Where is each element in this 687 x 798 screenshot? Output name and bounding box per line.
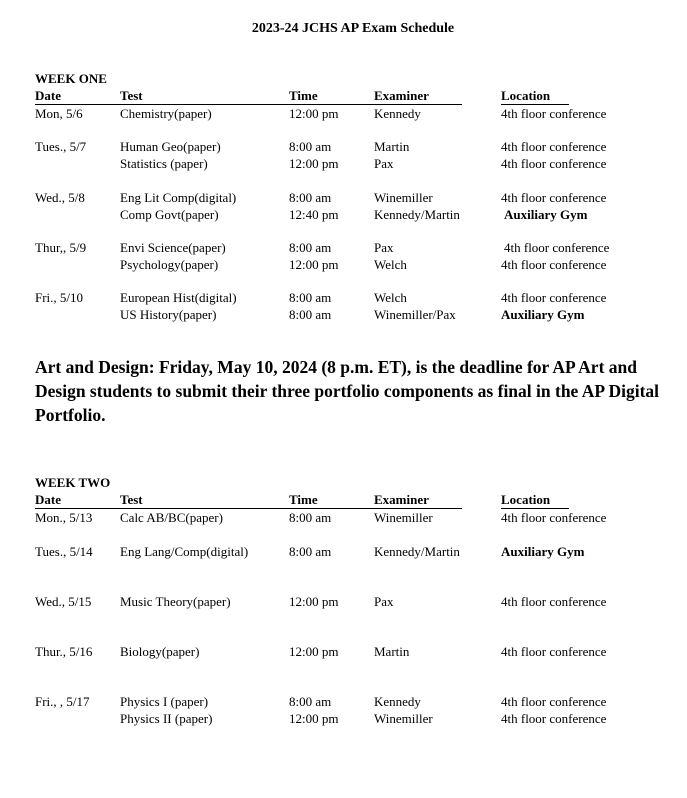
week-two-examiner: Kennedy [374,694,421,709]
week-two-time: 8:00 am [289,694,332,709]
page-title: 2023-24 JCHS AP Exam Schedule [251,21,455,36]
week-one-date: Wed., 5/8 [35,190,85,205]
week-one-test: Envi Science(paper) [120,240,226,255]
header-time: Time [289,492,318,507]
week-one-time: 8:00 am [289,190,332,205]
week-two-examiner: Martin [374,644,410,659]
week-two-test: Eng Lang/Comp(digital) [120,544,249,559]
week-one-test: Eng Lit Comp(digital) [120,190,237,205]
week-one-time: 8:00 am [289,139,332,154]
header-date: Date [35,88,61,103]
week-two-examiner: Winemiller [374,711,433,726]
header-examiner: Examiner [374,88,429,103]
week-one-examiner: Winemiller/Pax [374,307,456,322]
week-two-examiner: Kennedy/Martin [374,544,460,559]
week-two-location: 4th floor conference [501,594,607,609]
week-two-time: 12:00 pm [289,711,339,726]
week-one-date: Fri., 5/10 [35,290,84,305]
week-two-location: 4th floor conference [501,644,607,659]
week-two-date: Mon., 5/13 [35,510,93,525]
week-one-time: 8:00 am [289,240,332,255]
week-one-label: WEEK ONE [35,71,107,86]
week-two-test: Music Theory(paper) [120,594,231,609]
week-one-test: Statistics (paper) [120,156,208,171]
week-one-location: 4th floor conference [501,257,607,272]
header-examiner: Examiner [374,492,429,507]
week-one-examiner: Pax [374,156,394,171]
week-two-test: Physics I (paper) [120,694,209,709]
week-one-time: 12:00 pm [289,156,339,171]
week-one-examiner: Welch [374,290,407,305]
week-one-location: 4th floor conference [501,156,607,171]
week-one-date: Thur,, 5/9 [35,240,87,255]
week-one-examiner: Pax [374,240,394,255]
week-one-examiner: Martin [374,139,410,154]
week-one-examiner: Kennedy/Martin [374,207,460,222]
header-test: Test [120,88,143,103]
week-two-location: 4th floor conference [501,711,607,726]
header-location: Location [501,88,551,103]
week-one-time: 12:40 pm [289,207,339,222]
week-two-location: 4th floor conference [501,694,607,709]
week-two-examiner: Winemiller [374,510,433,525]
week-two-date: Thur., 5/16 [35,644,93,659]
week-one-examiner: Kennedy [374,106,421,121]
week-one-test: Comp Govt(paper) [120,207,219,222]
week-one-location: 4th floor conference [504,240,610,255]
week-one-test: US History(paper) [120,307,217,322]
week-two-examiner: Pax [374,594,394,609]
week-one-location: Auxiliary Gym [501,307,585,322]
header-time: Time [289,88,318,103]
week-two-location: 4th floor conference [501,510,607,525]
week-one-time: 8:00 am [289,290,332,305]
week-two-time: 8:00 am [289,544,332,559]
week-two-date: Wed., 5/15 [35,594,92,609]
week-one-test: European Hist(digital) [120,290,237,305]
week-one-location: Auxiliary Gym [504,207,588,222]
header-test: Test [120,492,143,507]
week-one-location: 4th floor conference [501,106,607,121]
week-two-time: 8:00 am [289,510,332,525]
week-two-location: Auxiliary Gym [501,544,585,559]
week-one-time: 8:00 am [289,307,332,322]
week-one-test: Human Geo(paper) [120,139,221,154]
week-one-examiner: Welch [374,257,407,272]
week-two-test: Calc AB/BC(paper) [120,510,223,525]
week-one-examiner: Winemiller [374,190,433,205]
week-one-location: 4th floor conference [501,290,607,305]
week-two-test: Physics II (paper) [120,711,213,726]
art-design-deadline-note: Art and Design: Friday, May 10, 2024 (8 p.m. ET), is the deadline for AP Art and Design students to submit their three portfolio components as final in the AP Digital Portfolio. [35,357,660,425]
week-one-time: 12:00 pm [289,257,339,272]
week-one-test: Chemistry(paper) [120,106,212,121]
week-two-date: Tues., 5/14 [35,544,93,559]
week-two-test: Biology(paper) [120,644,200,659]
week-one-time: 12:00 pm [289,106,339,121]
week-one-date: Mon, 5/6 [35,106,83,121]
week-two-label: WEEK TWO [35,475,111,490]
week-one-date: Tues., 5/7 [35,139,87,154]
week-two-date: Fri., , 5/17 [35,694,90,709]
header-location: Location [501,492,551,507]
week-one-location: 4th floor conference [501,139,607,154]
week-two-time: 12:00 pm [289,594,339,609]
header-date: Date [35,492,61,507]
week-one-location: 4th floor conference [501,190,607,205]
week-two-time: 12:00 pm [289,644,339,659]
week-one-test: Psychology(paper) [120,257,219,272]
